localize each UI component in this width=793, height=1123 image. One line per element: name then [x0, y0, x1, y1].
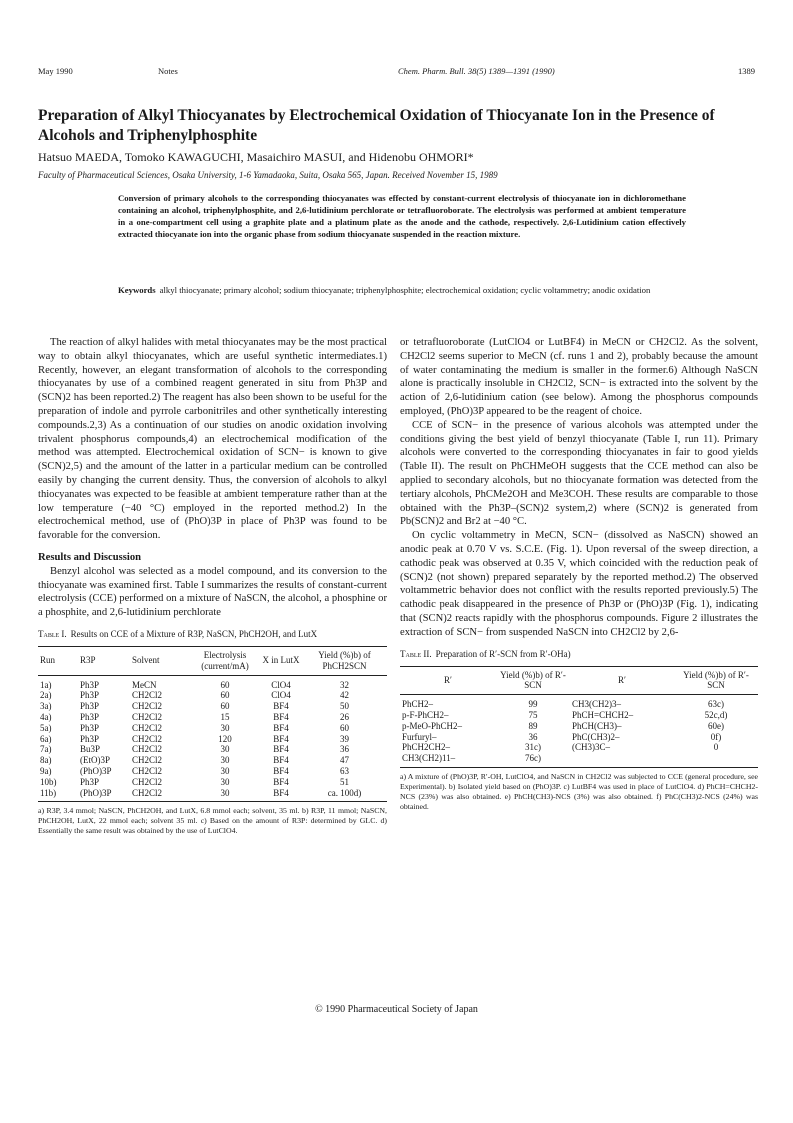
table1-row-cell: 30	[220, 755, 230, 766]
table1-row-cell: 3a)	[40, 701, 52, 712]
table2-header: R′	[400, 666, 496, 695]
abstract: Conversion of primary alcohols to the corresponding thiocyanates was effected by constant-current electrolysis of thiocyanate ion in dichloromethane containing an alcohol, triphenylphosphite, and 2,6-lutidinium perchlorate or tetrafluoroborate. The electrolysis was performed at ambient temperature in a one-compartment cell using a graphite plate and a platinum plate as the anode and the cathode, respectively. 2,6-Lutidinium cation effectively extracted thiocyanate ion into the organic phase from sodium thiocyanate suspended in the reaction mixture.	[118, 193, 686, 239]
table1-row-cell: BF4	[260, 788, 302, 802]
keywords-label: Keywords	[118, 285, 156, 295]
table1-row-cell: CH2Cl2	[132, 755, 163, 766]
table1-row-cell: 5a)	[40, 722, 52, 733]
journal-citation: Chem. Pharm. Bull. 38(5) 1389—1391 (1990)	[398, 66, 555, 76]
table2-row-cell: p-F-PhCH2–	[402, 709, 449, 720]
table2-header-row	[400, 666, 758, 695]
right-paragraph-3: On cyclic voltammetry in MeCN, SCN− (dissolved as NaSCN) showed an anodic peak at 0.70 V vs. S.C.E. (Fig. 1). Upon reversal of the sweep direction, a cathodic peak was observed at 0.35 V, which coincided with the reduction peak of (SCN)2 (not shown) prepared separately by the reported method.2) The observed voltammetric behavior does not conflict with the results reported previously.5) The cathodic peak disappeared in the presence of Ph3P or (PhO)3P (Fig. 1), indicating that (SCN)2 reacts rapidly with the phosphorus compounds. Figure 2 illustrates the extraction of SCN− from suspended NaSCN into CH2Cl2 by 2,6-	[400, 530, 758, 638]
table2-row	[400, 695, 758, 710]
table1-row-cell: BF4	[273, 722, 289, 733]
table1-row	[38, 744, 387, 755]
table1-row-cell: (PhO)3P	[78, 788, 130, 802]
table1-row-cell: Ph3P	[80, 690, 100, 701]
keywords-text: alkyl thiocyanate; primary alcohol; sodium thiocyanate; triphenylphosphite; electrochemical oxidation; cyclic voltammetry; anodic oxidation	[159, 285, 651, 295]
table1-row-cell: Bu3P	[80, 744, 101, 755]
table2-row	[400, 710, 758, 721]
table1-row-cell: Ph3P	[80, 711, 100, 722]
section-heading: Results and Discussion	[38, 551, 142, 563]
intro-paragraph: The reaction of alkyl halides with metal thiocyanates may be the most practical way to obtain alkyl thiocyanates, which are useful synthetic intermediates.1) Recently, however, an elegant transformation of alcohols to the corresponding thiocyanates by use of a combined reagent generated in situ from Ph3P and (SCN)2 has been reported.2) The reagent has also been shown to be useful for the preparation of indole and pyrrole carbonitriles and other synthetically interesting compounds.2,3) As a continuation of our studies on anodic oxidation involving trivalent phosphorus compounds,4) an electrochemical modification of the method was attempted. Electrochemical oxidation of SCN− is known to give (SCN)2,5) and the amount of the latter in a particular medium can be controlled easily by changing the current density. Thus, the conversion of alcohols to alkyl thiocyanates was expected to be feasible at ambient temperature rather than at the low temperature (−40 °C) employed in the reported method.2) In the electrochemical method, use of (PhO)3P in place of Ph3P was found to be favorable for the conversion.	[38, 337, 387, 542]
table1-row-cell: 2a)	[40, 690, 52, 701]
table2-row-cell: PhCH=CHCH2–	[572, 709, 634, 720]
table1-row-cell: 36	[340, 744, 349, 755]
table1-row-cell: 32	[340, 679, 349, 690]
table1-row-cell: CH2Cl2	[132, 776, 163, 787]
table1-row-cell: 26	[340, 711, 349, 722]
right-paragraph-2: CCE of SCN− in the presence of various alcohols was attempted under the conditions giving the best yield of benzyl thiocyanate (Table I, run 11). Primary alcohols were converted to the corresponding thiocyanates in fair to good yields (Table II). The result on PhCHMeOH suggests that the CCE method can also be applied to secondary alcohols, but no thiocyanate formation was detected from the tertiary alcohols, PhCMe2OH and Me3COH. These results are comparable to those obtained with the Ph3P–(SCN)2 system,2) where (SCN)2 is generated from Pb(SCN)2 and Br2 at −40 °C.	[400, 419, 758, 528]
table2-row-cell: 0f)	[710, 731, 722, 742]
article-title: Preparation of Alkyl Thiocyanates by Electrochemical Oxidation of Thiocyanate Ion in the Presence of Alcohols and Triphenylphosphite	[38, 107, 715, 144]
table2-row-cell	[570, 753, 674, 767]
table1-row-cell: 8a)	[40, 755, 52, 766]
issue-date: May 1990	[38, 66, 73, 76]
table1-row-cell: ClO4	[271, 690, 291, 701]
table1-row-cell: 50	[340, 701, 349, 712]
table2-row-cell: (CH3)3C–	[572, 742, 610, 753]
table1-row-cell: Ph3P	[80, 701, 100, 712]
table2-row-cell: 99	[528, 699, 538, 710]
table1-row-cell: 1a)	[40, 679, 52, 690]
table1-row-cell: CH2Cl2	[130, 788, 190, 802]
table1-row	[38, 690, 387, 701]
table1-row-cell: CH2Cl2	[132, 722, 163, 733]
table1	[38, 646, 387, 802]
table1-row-cell: 30	[220, 765, 230, 776]
table1-row-cell: CH2Cl2	[132, 733, 163, 744]
table1-header: Run	[38, 646, 78, 675]
table2-row-cell: 76c)	[496, 753, 570, 767]
table1-footnote: a) R3P, 3.4 mmol; NaSCN, PhCH2OH, and LutX, 6.8 mmol each; solvent, 35 ml. b) R3P, 11 mmol; NaSCN, PhCH2OH, LutX, 22 mmol each; solvent 35 ml. c) Based on the amount of R3P: determined by GLC. d) Essentially the same result was obtained by the use of LutClO4.	[38, 806, 387, 836]
table1-body	[38, 675, 387, 802]
table1-row-cell: (PhO)3P	[80, 765, 112, 776]
table2-row-cell: PhCH2CH2–	[402, 742, 451, 753]
table1-row-cell: BF4	[273, 765, 289, 776]
running-head	[38, 66, 755, 80]
table2-row-cell: 52c,d)	[704, 709, 728, 720]
table2-row-cell: 0	[713, 742, 719, 753]
table2-row-cell: 63c)	[708, 699, 724, 710]
table1-row-cell: BF4	[273, 744, 289, 755]
table2-row-cell: PhCH(CH3)–	[572, 720, 622, 731]
table1-row	[38, 712, 387, 723]
table2-row-cell	[674, 753, 758, 767]
table2-row-cell: CH3(CH2)11–	[400, 753, 496, 767]
page-number: 1389	[738, 66, 755, 76]
table1-row-cell: 10b)	[40, 776, 57, 787]
table1-row	[38, 755, 387, 766]
table1-row-cell: CH2Cl2	[132, 765, 163, 776]
table2-row	[400, 732, 758, 743]
affiliation: Faculty of Pharmaceutical Sciences, Osaka University, 1-6 Yamadaoka, Suita, Osaka 565, Japan. Received November 15, 1989	[38, 170, 498, 180]
table2-row	[400, 721, 758, 732]
table2-row-cell: PhCH2–	[402, 699, 434, 710]
table1-row-cell: 60	[220, 701, 230, 712]
table1-header: Solvent	[130, 646, 190, 675]
table1-row-cell: BF4	[273, 755, 289, 766]
table2-label: Table II.	[400, 648, 432, 659]
table2-row-cell: PhC(CH3)2–	[572, 731, 620, 742]
table2-row-cell: 60e)	[708, 720, 724, 731]
table1-row-cell: CH2Cl2	[132, 711, 163, 722]
keywords	[118, 284, 686, 296]
table1-row-cell: 42	[340, 690, 349, 701]
right-paragraph-1: or tetrafluoroborate (LutClO4 or LutBF4) in MeCN or CH2Cl2. As the solvent, CH2Cl2 seems superior to MeCN (cf. runs 1 and 2), probably because the amount of water contaminating the medium is smaller in the former.6) Although NaSCN alone is practically insoluble in CH2Cl2, SCN− is extracted into the solvent by the action of 2,6-lutidinium cation (see below). Among the phosphorus compounds employed, (PhO)3P appeared to be the reagent of choice.	[400, 337, 758, 417]
table1-row-cell: 60	[220, 690, 230, 701]
table2-caption-text: Preparation of R′-SCN from R′-OHa)	[435, 648, 571, 659]
table1-header: R3P	[78, 646, 130, 675]
section-label: Notes	[158, 66, 178, 76]
table1-row-cell: 30	[220, 776, 230, 787]
table2-header: Yield (%)b) of R′-SCN	[674, 666, 758, 695]
table1-row-cell: 120	[218, 733, 232, 744]
table1-row-cell: CH2Cl2	[132, 701, 163, 712]
table1-caption	[38, 628, 387, 640]
results-paragraph: Benzyl alcohol was selected as a model compound, and its conversion to the thiocyanate was examined first. Table I summarizes the results of constant-current electrolysis (CCE) performed on a mixture of NaSCN, the alcohol, a phosphine or a phosphite, and 2,6-lutidinium perchlorate	[38, 565, 387, 619]
table1-row-cell: 15	[220, 711, 230, 722]
table1-header: Yield (%)b) of PhCH2SCN	[302, 646, 387, 675]
table2-row-cell: p-MeO-PhCH2–	[402, 720, 462, 731]
table1-row	[38, 675, 387, 690]
table1-row-cell: 30	[220, 722, 230, 733]
table1-header: X in LutX	[260, 646, 302, 675]
table2-row	[400, 742, 758, 753]
table1-row-cell: BF4	[273, 733, 289, 744]
table1-row-cell: 60	[220, 679, 230, 690]
table1-row-cell: Ph3P	[80, 722, 100, 733]
table2-row-cell: CH3(CH2)3–	[572, 699, 621, 710]
table1-row	[38, 766, 387, 777]
table1-row-cell: 7a)	[40, 744, 52, 755]
table2-footnote: a) A mixture of (PhO)3P, R′-OH, LutClO4, and NaSCN in CH2Cl2 was subjected to CCE (general procedure, see Experimental). b) Isolated yield based on (PhO)3P. c) LutBF4 was used in place of LutClO4. d) PhCH=CHCH2-NCS (23%) was also obtained. e) PhCH(CH3)-NCS (3%) was also obtained. f) PhC(CH3)2-NCS (24%) was obtained.	[400, 771, 758, 811]
table1-row	[38, 701, 387, 712]
table1-row-cell: BF4	[273, 701, 289, 712]
copyright-notice: © 1990 Pharmaceutical Society of Japan	[315, 1004, 478, 1015]
table1-row	[38, 777, 387, 788]
table1-row-cell: MeCN	[132, 679, 157, 690]
left-column	[38, 336, 387, 836]
table2-body	[400, 695, 758, 768]
author-list: Hatsuo MAEDA, Tomoko KAWAGUCHI, Masaichiro MASUI, and Hidenobu OHMORI*	[38, 150, 474, 164]
table1-row-cell: 11b)	[38, 788, 78, 802]
table1-row-cell: (EtO)3P	[80, 755, 110, 766]
table1-row-cell: 60	[340, 722, 349, 733]
table2-row	[400, 753, 758, 767]
table1-row-cell: 63	[340, 765, 349, 776]
table2-row-cell: 75	[528, 709, 538, 720]
table1-row	[38, 788, 387, 802]
table1-row-cell: 4a)	[40, 711, 52, 722]
table1-row-cell: ca. 100d)	[302, 788, 387, 802]
right-column	[400, 336, 758, 812]
table2	[400, 666, 758, 768]
table1-row-cell: CH2Cl2	[132, 744, 163, 755]
table1-caption-text: Results on CCE of a Mixture of R3P, NaSCN, PhCH2OH, and LutX	[70, 628, 318, 639]
table1-row-cell: 39	[340, 733, 349, 744]
table2-header: Yield (%)b) of R′-SCN	[496, 666, 570, 695]
table1-row-cell: Ph3P	[80, 733, 100, 744]
table1-row-cell: 30	[220, 744, 230, 755]
table2-row-cell: 31c)	[525, 742, 541, 753]
table1-row-cell: 9a)	[40, 765, 52, 776]
table1-header-row	[38, 646, 387, 675]
table1-label: Table I.	[38, 628, 67, 639]
table1-row-cell: 30	[190, 788, 260, 802]
table2-header: R′	[570, 666, 674, 695]
table1-header: Electrolysis (current/mA)	[190, 646, 260, 675]
table1-row-cell: 6a)	[40, 733, 52, 744]
table1-row-cell: Ph3P	[80, 679, 100, 690]
table1-row-cell: ClO4	[271, 679, 291, 690]
table1-row-cell: BF4	[273, 711, 289, 722]
table1-row	[38, 734, 387, 745]
table1-row-cell: CH2Cl2	[132, 690, 163, 701]
table1-row-cell: BF4	[273, 776, 289, 787]
table2-row-cell: 89	[528, 720, 538, 731]
table1-row	[38, 723, 387, 734]
table2-row-cell: 36	[528, 731, 538, 742]
table1-row-cell: 47	[340, 755, 349, 766]
table1-row-cell: 51	[340, 776, 349, 787]
table2-caption	[400, 648, 758, 660]
table2-row-cell: Furfuryl–	[402, 731, 437, 742]
table1-row-cell: Ph3P	[80, 776, 100, 787]
